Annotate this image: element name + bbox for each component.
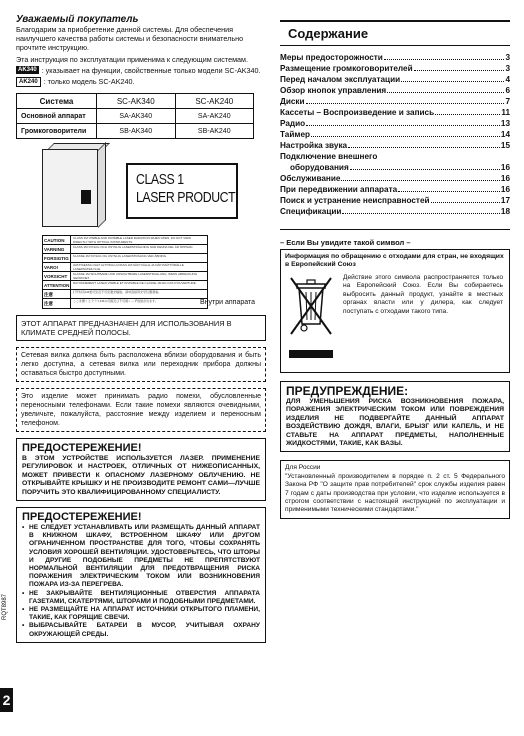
ak340-badge: AK340 xyxy=(18,67,37,73)
toc-item[interactable] xyxy=(280,96,510,107)
toc-item-page: 4 xyxy=(505,75,510,84)
warning-row xyxy=(43,281,207,290)
intro-heading: Уважаемый покупатель xyxy=(16,14,139,25)
toc-item-page: 14 xyxy=(500,130,510,139)
ak240-note xyxy=(16,77,266,87)
toc-item-page: 17 xyxy=(500,196,510,205)
toc-item-name: Перед началом эксплуатации xyxy=(280,75,401,84)
table-cell: SA-AK340 xyxy=(97,109,176,124)
warning-row xyxy=(43,299,207,308)
toc-item[interactable] xyxy=(280,129,510,140)
laser-warning-label xyxy=(42,235,208,309)
ak240-badge: AK240 xyxy=(16,77,41,87)
ak240-text: : только модель SC-AK240. xyxy=(43,77,135,86)
russia-service-life-box xyxy=(280,460,510,518)
list-item: • ВЫБРАСЫВАЙТЕ БАТАРЕИ В МУСОР, УЧИТЫВАЯ ОХРАНУ ОКРУЖАЮЩЕЙ СРЕДЫ. xyxy=(22,622,260,638)
table-cell: Основной аппарат xyxy=(17,109,97,124)
russia-text: "Установленный производителем в порядке п. 2 ст. 5 Федерального Закона РФ "О защите прав потребителей" срок службы изделия равен 7 годам с даты производства при условии, что изделие используется в строгом соответствии с настоящей инструкцией по эксплуатации и применимыми техническими стандартами." xyxy=(285,472,505,514)
warning-row xyxy=(43,290,207,299)
toc-item-name: оборудования xyxy=(290,163,349,172)
crossed-bin-icon xyxy=(289,276,333,338)
warning-row xyxy=(43,272,207,281)
toc-item[interactable] xyxy=(280,140,510,151)
toc-item-name: Спецификации xyxy=(280,207,342,216)
list-item: • НЕ СЛЕДУЕТ УСТАНАВЛИВАТЬ ИЛИ РАЗМЕЩАТЬ ДАННЫЙ АППАРАТ В КНИЖНОМ ШКАФУ, ВСТРОЕННОМ ШКАФУ ИЛИ ДРУГОМ ОГРАНИЧЕННОМ ПРОСТРАНСТВЕ ДЛЯ ТОГО, ЧТОБЫ СОХРАНЯТЬ УСЛОВИЯ ХОРОШЕЙ ВЕНТИЛЯЦИИ. УДОСТОВЕРЬТЕСЬ, ЧТО ШТОРЫ И ДРУГИЕ ПОДОБНЫЕ ПРЕДМЕТЫ НЕ ПРЕПЯТСТВУЮТ НОРМАЛЬНОЙ ВЕНТИЛЯЦИИ ДЛЯ ПРЕДОТВРАЩЕНИЯ РИСКА ПОРАЖЕНИЯ ЭЛЕКТРИЧЕСКИМ ТОКОМ ИЛИ ВОЗНИКНОВЕНИЯ ПОЖАРА ИЗ-ЗА ПЕРЕГРЕВА. xyxy=(22,524,260,590)
ak340-text: : указывает на функции, свойственные только модели SC-AK340. xyxy=(41,66,261,75)
intro-paragraph-systems: Эта инструкция по эксплуатации применима к следующим системам. xyxy=(16,55,248,64)
ventilation-caution-box xyxy=(16,507,266,643)
caution-list xyxy=(22,524,260,639)
warning-text: AVATTAESSA OLET ALTTIINA LUOKAN 1M NÄKYVÄLLE JA NÄKYMÄTTÖMÄLLE LASERSÄTEILYLLE. xyxy=(73,263,184,271)
symbol-heading: – Если Вы увидите такой символ – xyxy=(280,238,411,247)
toc-item-name: Поиск и устранение неисправностей xyxy=(280,196,430,205)
left-column xyxy=(16,14,266,643)
toc-item[interactable] xyxy=(280,63,510,74)
disposal-text: Действие этого символа распространяется только на Европейский Союз. Если Вы собираетесь выбросить данный продукт, узнайте в местных органах власти или у дилера, как следует поступать с отходами такого типа. xyxy=(343,274,503,315)
laser-illustration xyxy=(16,149,266,309)
toc-item-connect-line1[interactable] xyxy=(280,151,510,162)
warning-text: ここを開くとクラス1Mの可視及び不可視レーザ放射が出ます。 xyxy=(73,299,158,303)
system-table-header xyxy=(17,94,254,109)
toc-item[interactable] xyxy=(280,206,510,217)
label-position-marker xyxy=(81,190,91,204)
table-cell: SB-AK240 xyxy=(175,124,254,139)
page-number: 2 xyxy=(0,688,13,712)
caution-title: ПРЕДОСТЕРЕЖЕНИЕ! xyxy=(22,511,142,524)
table-row xyxy=(17,124,254,139)
warning-title: ПРЕДУПРЕЖДЕНИЕ: xyxy=(286,384,409,398)
laser-class-label xyxy=(126,163,238,219)
ak340-note xyxy=(16,66,266,75)
table-cell: SA-AK240 xyxy=(175,109,254,124)
inside-unit-caption: Внутри аппарата xyxy=(200,299,256,306)
toc-item-page: 6 xyxy=(505,86,510,95)
disposal-title: Информация по обращению с отходами для стран, не входящих в Европейский Союз xyxy=(285,253,504,269)
toc-item[interactable] xyxy=(280,85,510,96)
system-table xyxy=(16,93,254,139)
caution-text: В ЭТОМ УСТРОЙСТВЕ ИСПОЛЬЗУЕТСЯ ЛАЗЕР. ПРИМЕНЕНИЕ РЕГУЛИРОВОК И НАСТРОЕК, ОТЛИЧНЫХ ОТ НИЖЕОПИСАННЫХ, МОЖЕТ ПРИВЕСТИ К ОПАСНОМУ ЛАЗЕРНОМУ ОБЛУЧЕНИЮ. НЕ ОТКРЫВАЙТЕ КРЫШКУ И НЕ ПРОИЗВОДИТЕ РЕМОНТ САМИ—ЛУЧШЕ ПОРУЧИТЬ ЭТО КВАЛИФИЦИРОВАННОМУ СПЕЦИАЛИСТУ. xyxy=(22,455,260,496)
toc-item-page: 13 xyxy=(500,119,510,128)
moisture-warning-box xyxy=(280,381,510,452)
divider xyxy=(280,229,510,230)
laser-class-line1: CLASS 1 xyxy=(136,171,184,188)
table-cell: SB-AK340 xyxy=(97,124,176,139)
warning-key: 注意 xyxy=(43,290,71,298)
warning-text: 打开时有1M类可见及不可见激光辐射。请勿直接用光学仪器观看。 xyxy=(73,290,162,294)
toc-item-name: Диски xyxy=(280,97,305,106)
device-drawing xyxy=(42,149,98,227)
warning-text: ДЛЯ УМЕНЬШЕНИЯ РИСКА ВОЗНИКНОВЕНИЯ ПОЖАРА, ПОРАЖЕНИЯ ЭЛЕКТРИЧЕСКИМ ТОКОМ ИЛИ ПОВРЕЖДЕНИЯ ИЗДЕЛИЯ НЕ ПОДВЕРГАЙТЕ ДАННЫЙ АППАРАТ ВОЗДЕЙСТВИЮ ДОЖДЯ, ВЛАГИ, БРЫЗГ ИЛИ КАПЕЛЬ, И НЕ СТАВЬТЕ НА АППАРАТ ПРЕДМЕТЫ, НАПОЛНЕННЫЕ ЖИДКОСТЯМИ, ТАКИЕ, КАК ВАЗЫ. xyxy=(286,398,504,448)
toc-item[interactable] xyxy=(280,173,510,184)
laser-class-line2: LASER PRODUCT xyxy=(136,189,236,206)
warning-key: VARO! xyxy=(43,263,71,271)
warning-text: KLASS 1M SYNLIG OCH OSYNLIG LASERSTRÅLNING NÄR DENNA DEL ÄR ÖPPNAD. xyxy=(73,245,194,249)
warning-key: CAUTION xyxy=(43,236,71,244)
laser-caution-box xyxy=(16,438,266,501)
toc-item-page: 16 xyxy=(500,174,510,183)
toc-item[interactable] xyxy=(280,184,510,195)
warning-text: CLASS 1M VISIBLE AND INVISIBLE LASER RADIATION WHEN OPEN. DO NOT VIEW DIRECTLY WITH OPTICAL INSTRUMENTS. xyxy=(73,236,191,244)
radio-interference-notice: Это изделие может принимать радио помехи, обусловленные переносными телефонами. Если такие помехи являются очевидными, увеличьте, пожалуйста, расстояние между изделием и переносным телефоном. xyxy=(16,388,266,432)
toc-item-name: Кассеты – Воспроизведение и запись xyxy=(280,108,435,117)
table-header-cell: SC-AK240 xyxy=(175,94,254,109)
warning-row xyxy=(43,263,207,272)
russia-heading: Для России xyxy=(285,464,321,472)
warning-row xyxy=(43,254,207,263)
table-header-cell: SC-AK340 xyxy=(97,94,176,109)
toc-item[interactable] xyxy=(280,118,510,129)
right-column xyxy=(280,14,510,519)
caution-title: ПРЕДОСТЕРЕЖЕНИЕ! xyxy=(22,442,142,454)
table-cell: Громкоговорители xyxy=(17,124,97,139)
toc-item-page: 3 xyxy=(505,53,510,62)
list-item: • НЕ ЗАКРЫВАЙТЕ ВЕНТИЛЯЦИОННЫЕ ОТВЕРСТИЯ АППАРАТА ГАЗЕТАМИ, СКАТЕРТЯМИ, ШТОРАМИ И ПОДОБНЫМИ ПРЕДМЕТАМИ. xyxy=(22,590,260,606)
warning-key: FORSIGTIG xyxy=(43,254,71,262)
climate-notice: ЭТОТ АППАРАТ ПРЕДНАЗНАЧЕН ДЛЯ ИСПОЛЬЗОВАНИЯ В КЛИМАТЕ СРЕДНЕЙ ПОЛОСЫ. xyxy=(16,315,266,341)
warning-text: KLASSE 1M SICHTBARE UND UNSICHTBARE LASERSTRAHLUNG, WENN ABDECKUNG GEÖFFNET. xyxy=(73,272,198,280)
disposal-info-box xyxy=(280,249,510,373)
toc-item-connect-line2[interactable] xyxy=(280,162,510,173)
toc-item[interactable] xyxy=(280,195,510,206)
toc-item-page: 16 xyxy=(500,163,510,172)
warning-key: ATTENTION xyxy=(44,283,70,288)
toc-item-name: Подключение внешнего xyxy=(280,152,378,161)
document-code: RQT8987 xyxy=(2,593,8,620)
table-header-cell: Система xyxy=(17,94,97,109)
toc-item[interactable] xyxy=(280,107,510,118)
toc-item-page: 11 xyxy=(501,108,510,117)
warning-key: VARNING xyxy=(43,245,71,253)
warning-text: KLASSE 1M SYNLIG OG USYNLIG LASERSTRÅLING VED ÅBNING. xyxy=(73,254,167,258)
table-row xyxy=(17,109,254,124)
plug-notice: Сетевая вилка должна быть расположена вблизи оборудования и быть легко доступна, а сетевая вилка или переходник прибора должны оставаться быстро доступными. xyxy=(16,347,266,382)
toc-item[interactable] xyxy=(280,74,510,85)
toc-title: Содержание xyxy=(280,20,510,46)
warning-key: VORSICHT xyxy=(43,272,71,280)
toc-item-page: 15 xyxy=(500,141,510,150)
toc-item-name: Настройка звука xyxy=(280,141,348,150)
list-item: • НЕ РАЗМЕЩАЙТЕ НА АППАРАТ ИСТОЧНИКИ ОТКРЫТОГО ПЛАМЕНИ, ТАКИЕ, КАК ГОРЯЩИЕ СВЕЧИ. xyxy=(22,606,260,622)
toc-item[interactable] xyxy=(280,52,510,63)
intro-paragraph: Благодарим за приобретение данной системы. Для обеспечения наилучшего качества работы системы и безопасности внимательно прочтите инструкцию. xyxy=(16,25,244,52)
warning-text: RAYONNEMENT LASER VISIBLE ET INVISIBLE DE CLASSE 1M EN CAS D'OUVERTURE. xyxy=(73,281,197,285)
toc-item-name: Размещение громкоговорителей xyxy=(280,64,413,73)
warning-key: 注意 xyxy=(43,299,71,308)
toc-item-name: Меры предосторожности xyxy=(280,53,383,62)
device-drawing-side xyxy=(98,142,106,228)
toc-item-page: 16 xyxy=(500,185,510,194)
toc-item-name: Таймер xyxy=(280,130,310,139)
toc-item-page: 7 xyxy=(505,97,510,106)
bin-underline-bar xyxy=(289,350,333,358)
toc-item-page: 18 xyxy=(500,207,510,216)
warning-row xyxy=(43,245,207,254)
toc-item-page: 3 xyxy=(505,64,510,73)
toc-item-name: Обслуживание xyxy=(280,174,341,183)
toc-item-name: При передвижении аппарата xyxy=(280,185,398,194)
toc-item-name: Обзор кнопок управления xyxy=(280,86,387,95)
toc-item-name: Радио xyxy=(280,119,306,128)
toc-list xyxy=(280,52,510,217)
warning-row xyxy=(43,236,207,245)
